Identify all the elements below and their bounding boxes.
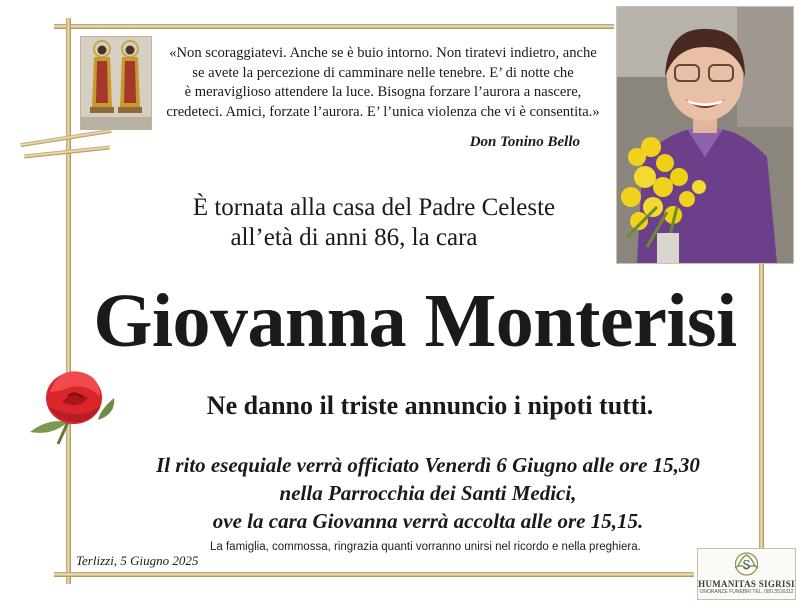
red-rose-image xyxy=(28,362,118,448)
funeral-home-emblem-icon xyxy=(698,549,795,579)
intro-line-1: È tornata alla casa del Padre Celeste xyxy=(192,194,556,221)
funeral-home-logo xyxy=(697,548,796,600)
funeral-line-1: Il rito esequiale verrà officiato Venerdì 6 Giugno alle ore 15,30 xyxy=(156,453,700,477)
frame-top-bar xyxy=(54,24,614,29)
logo-name: HUMANITAS SIGRISI xyxy=(698,579,795,589)
funeral-line-3: ove la cara Giovanna verrà accolta alle ore 15,15. xyxy=(212,509,644,533)
logo-subtitle: ONORANZE FUNEBRI TEL. 080.3516312 xyxy=(699,589,794,595)
deceased-name: Giovanna Monterisi xyxy=(93,279,737,363)
quote-line-1: «Non scoraggiatevi. Anche se è buio intorno. Non tiratevi indietro, anche xyxy=(169,45,597,61)
family-announcement: Ne danno il triste annuncio i nipoti tutti. xyxy=(206,391,654,420)
intro-line-2: all’età di anni 86, la cara xyxy=(230,224,478,251)
svg-text:S: S xyxy=(742,558,751,572)
family-thanks: La famiglia, commossa, ringrazia quanti vorranno unirsi nel ricordo e nella preghiera. xyxy=(210,541,641,553)
quote-text xyxy=(158,44,608,122)
quote-line-4: credeteci. Amici, forzate l’aurora. E’ l’unica violenza che vi è consentita.» xyxy=(166,103,600,120)
saints-medici-statues-image xyxy=(80,36,152,130)
quote-author: Don Tonino Bello xyxy=(469,134,580,150)
frame-bottom-bar xyxy=(54,572,694,577)
place-and-date: Terlizzi, 5 Giugno 2025 xyxy=(76,553,199,568)
portrait-photo xyxy=(616,6,794,264)
funeral-line-2: nella Parrocchia dei Santi Medici, xyxy=(279,481,577,505)
quote-line-2: se avete la percezione di camminare nelle tenebre. E’ di notte che xyxy=(192,64,574,81)
quote-line-3: è meraviglioso attendere la luce. Bisogna forzare l’aurora a nascere, xyxy=(184,84,582,101)
